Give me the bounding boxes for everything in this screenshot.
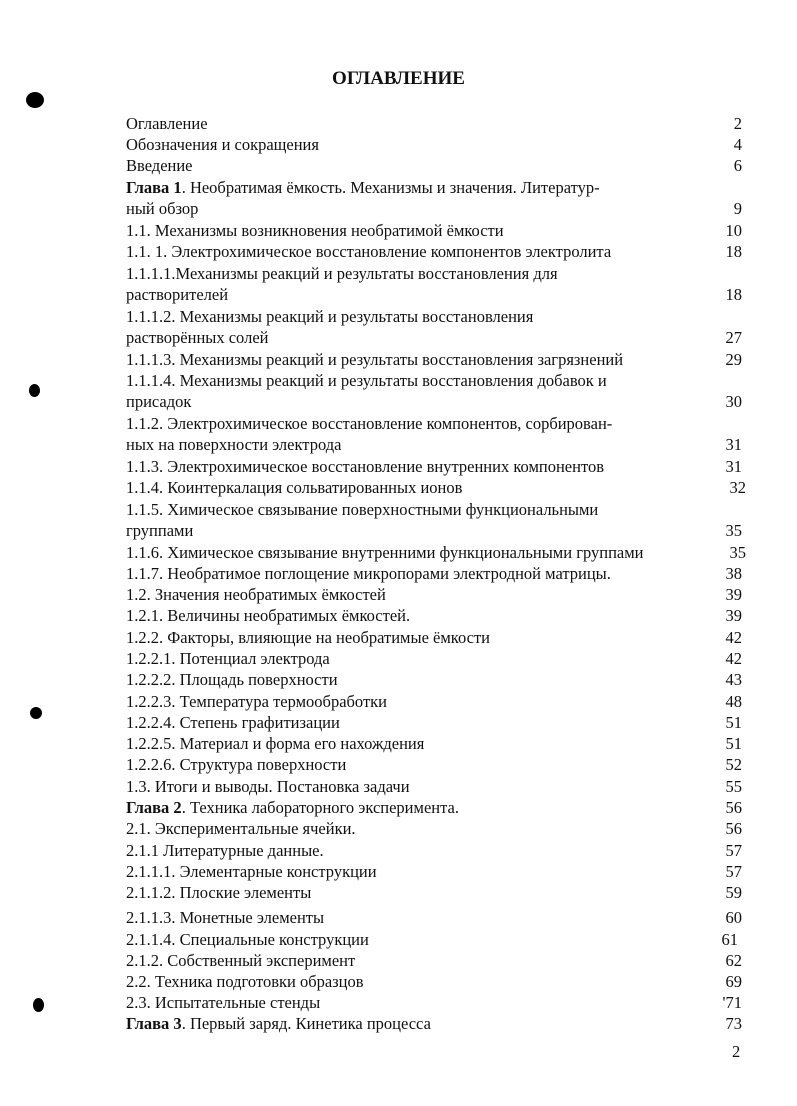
toc-entry	[126, 349, 726, 370]
toc-entry	[126, 477, 726, 498]
toc-page-number: 18	[725, 285, 742, 304]
toc-page-number: 43	[725, 670, 742, 689]
page-title: ОГЛАВЛЕНИЕ	[332, 68, 465, 89]
toc-entry-chapter-2	[126, 797, 726, 818]
toc-page-number: 57	[725, 862, 742, 881]
toc-entry-title: 1.1.5. Химическое связывание поверхностными функциональными	[126, 500, 599, 519]
toc-page-number: 32	[729, 478, 746, 497]
toc-page-number: 48	[725, 692, 742, 711]
toc-entry-continuation: ный обзор	[126, 199, 199, 218]
toc-entry-title: Обозначения и сокращения	[126, 135, 319, 154]
toc-entry	[126, 306, 726, 327]
toc-entry-title: 1.2.2.6. Структура поверхности	[126, 755, 347, 774]
toc-entry-title: 1.1.7. Необратимое поглощение микропорами электродной матрицы.	[126, 564, 611, 583]
toc-entry-title: 1.2.1. Величины необратимых ёмкостей.	[126, 606, 411, 625]
toc-entry-title: 1.1.6. Химическое связывание внутренними функциональными группами	[126, 543, 644, 562]
toc-entry	[126, 691, 726, 712]
toc-entry-continuation: ных на поверхности электрода	[126, 435, 342, 454]
toc-entry-title: 1.2.2.3. Температура термообработки	[126, 692, 388, 711]
toc-entry-title: . Первый заряд. Кинетика процесса	[181, 1014, 431, 1033]
toc-entry	[126, 605, 726, 626]
ink-blot-mark	[26, 92, 44, 108]
toc-entry	[126, 627, 726, 648]
toc-page-number: 35	[729, 543, 746, 562]
toc-entry	[126, 840, 726, 861]
toc-page-number: 39	[725, 606, 742, 625]
toc-entry-title: 1.1. Механизмы возникновения необратимой ёмкости	[126, 221, 504, 240]
toc-page-number: 42	[725, 649, 742, 668]
toc-page-number: 55	[725, 777, 742, 796]
toc-entry	[126, 263, 726, 284]
toc-entry-title: 2.1.1.1. Элементарные конструкции	[126, 862, 377, 881]
toc-entry-continuation: присадок	[126, 392, 192, 411]
toc-entry-title: Введение	[126, 156, 193, 175]
toc-entry	[126, 733, 726, 754]
toc-page-number: 39	[725, 585, 742, 604]
toc-entry-title: . Техника лабораторного эксперимента.	[181, 798, 459, 817]
toc-entry-title: 1.1.1.4. Механизмы реакций и результаты восстановления добавок и	[126, 371, 607, 390]
toc-entry-title: 1.2.2.2. Площадь поверхности	[126, 670, 338, 689]
toc-page-number: 60	[725, 908, 742, 927]
toc-entry-title: 2.1.1.2. Плоские элементы	[126, 883, 312, 902]
toc-entry-continuation: растворителей	[126, 285, 229, 304]
toc-entry	[126, 456, 726, 477]
toc-entry-title: 1.2.2.5. Материал и форма его нахождения	[126, 734, 425, 753]
toc-entry-title: 1.1.4. Коинтеркалация сольватированных ионов	[126, 478, 463, 497]
chapter-label: Глава 3	[126, 1014, 182, 1033]
toc-page-number: '71	[722, 993, 742, 1012]
toc-entry-title: . Необратимая ёмкость. Механизмы и значения. Литератур-	[181, 178, 600, 197]
toc-entry	[126, 113, 726, 134]
toc-page-number: 2	[733, 114, 742, 133]
toc-entry	[126, 712, 726, 733]
toc-entry-title: Оглавление	[126, 114, 208, 133]
toc-page-number: 62	[725, 951, 742, 970]
toc-page-number: 31	[725, 457, 742, 476]
toc-entry-title: 1.1.1.3. Механизмы реакций и результаты восстановления загрязнений	[126, 350, 624, 369]
toc-page-number: 42	[725, 628, 742, 647]
toc-entry-chapter-3	[126, 1013, 726, 1034]
toc-page-number: 30	[725, 392, 742, 411]
toc-page-number: 51	[725, 713, 742, 732]
toc-page-number: 57	[725, 841, 742, 860]
toc-entry-title: 1.1.1.1.Механизмы реакций и результаты восстановления для	[126, 264, 558, 283]
toc-entry	[126, 971, 726, 992]
toc-page-number: 10	[725, 221, 742, 240]
toc-entry-title: 2.1.1.3. Монетные элементы	[126, 908, 325, 927]
toc-page-number: 38	[725, 564, 742, 583]
toc-page-number: 56	[725, 819, 742, 838]
toc-entry	[126, 754, 726, 775]
toc-page-number: 73	[725, 1014, 742, 1033]
ink-blot-mark	[33, 998, 44, 1012]
toc-entry-chapter-1	[126, 177, 726, 198]
toc-entry	[126, 584, 726, 605]
toc-page-number: 27	[725, 328, 742, 347]
toc-entry-title: 1.2.2.1. Потенциал электрода	[126, 649, 330, 668]
toc-entry	[126, 370, 726, 391]
toc-entry	[126, 220, 726, 241]
toc-page-number: 29	[725, 350, 742, 369]
toc-entry-title: 1.1. 1. Электрохимическое восстановление компонентов электролита	[126, 242, 612, 261]
toc-entry	[126, 907, 726, 928]
toc-page-number: 52	[725, 755, 742, 774]
toc-entry-title: 2.3. Испытательные стенды	[126, 993, 321, 1012]
toc-entry-title: 2.1.1.4. Специальные конструкции	[126, 930, 369, 949]
toc-entry-title: 2.1.1 Литературные данные.	[126, 841, 324, 860]
toc-entry-title: 1.1.3. Электрохимическое восстановление внутренних компонентов	[126, 457, 604, 476]
toc-entry	[126, 929, 726, 950]
page-number: 2	[732, 1042, 741, 1061]
toc-entry	[126, 241, 726, 262]
toc-entry	[126, 992, 726, 1013]
toc-entry	[126, 648, 726, 669]
toc-page-number: 56	[725, 798, 742, 817]
toc-entry	[126, 499, 726, 520]
toc-page-number: 61	[721, 930, 738, 949]
toc-entry-title: 1.2.2. Факторы, влияющие на необратимые ёмкости	[126, 628, 490, 647]
toc-entry-continuation: растворённых солей	[126, 328, 269, 347]
toc-entry-title: 2.1.2. Собственный эксперимент	[126, 951, 356, 970]
toc-entry	[126, 155, 726, 176]
toc-entry-title: 1.1.1.2. Механизмы реакций и результаты восстановления	[126, 307, 534, 326]
toc-entry	[126, 950, 726, 971]
toc-entry	[126, 542, 726, 563]
chapter-label: Глава 2	[126, 798, 182, 817]
toc-entry	[126, 134, 726, 155]
toc-entry	[126, 861, 726, 882]
toc-page-number: 9	[733, 199, 742, 218]
ink-blot-mark	[30, 707, 42, 719]
toc-page-number: 18	[725, 242, 742, 261]
toc-page-number: 69	[725, 972, 742, 991]
toc-entry-title: 2.1. Экспериментальные ячейки.	[126, 819, 356, 838]
toc-entry	[126, 413, 726, 434]
toc-page-number: 31	[725, 435, 742, 454]
toc-entry-title: 1.1.2. Электрохимическое восстановление компонентов, сорбирован-	[126, 414, 613, 433]
toc-entry-title: 1.2.2.4. Степень графитизации	[126, 713, 340, 732]
toc-entry-title: 1.3. Итоги и выводы. Постановка задачи	[126, 777, 410, 796]
toc-entry-title: 1.2. Значения необратимых ёмкостей	[126, 585, 386, 604]
toc-entry	[126, 882, 726, 903]
toc-page-number: 35	[725, 521, 742, 540]
toc-page-number: 51	[725, 734, 742, 753]
toc-entry	[126, 818, 726, 839]
toc-page-number: 4	[733, 135, 742, 154]
toc-entry-title: 2.2. Техника подготовки образцов	[126, 972, 364, 991]
toc-entry	[126, 669, 726, 690]
toc-page-number: 59	[725, 883, 742, 902]
chapter-label: Глава 1	[126, 178, 182, 197]
toc-entry	[126, 776, 726, 797]
toc-entry	[126, 563, 726, 584]
toc-entry-continuation: группами	[126, 521, 194, 540]
toc-page-number: 6	[733, 156, 742, 175]
ink-blot-mark	[29, 384, 40, 397]
